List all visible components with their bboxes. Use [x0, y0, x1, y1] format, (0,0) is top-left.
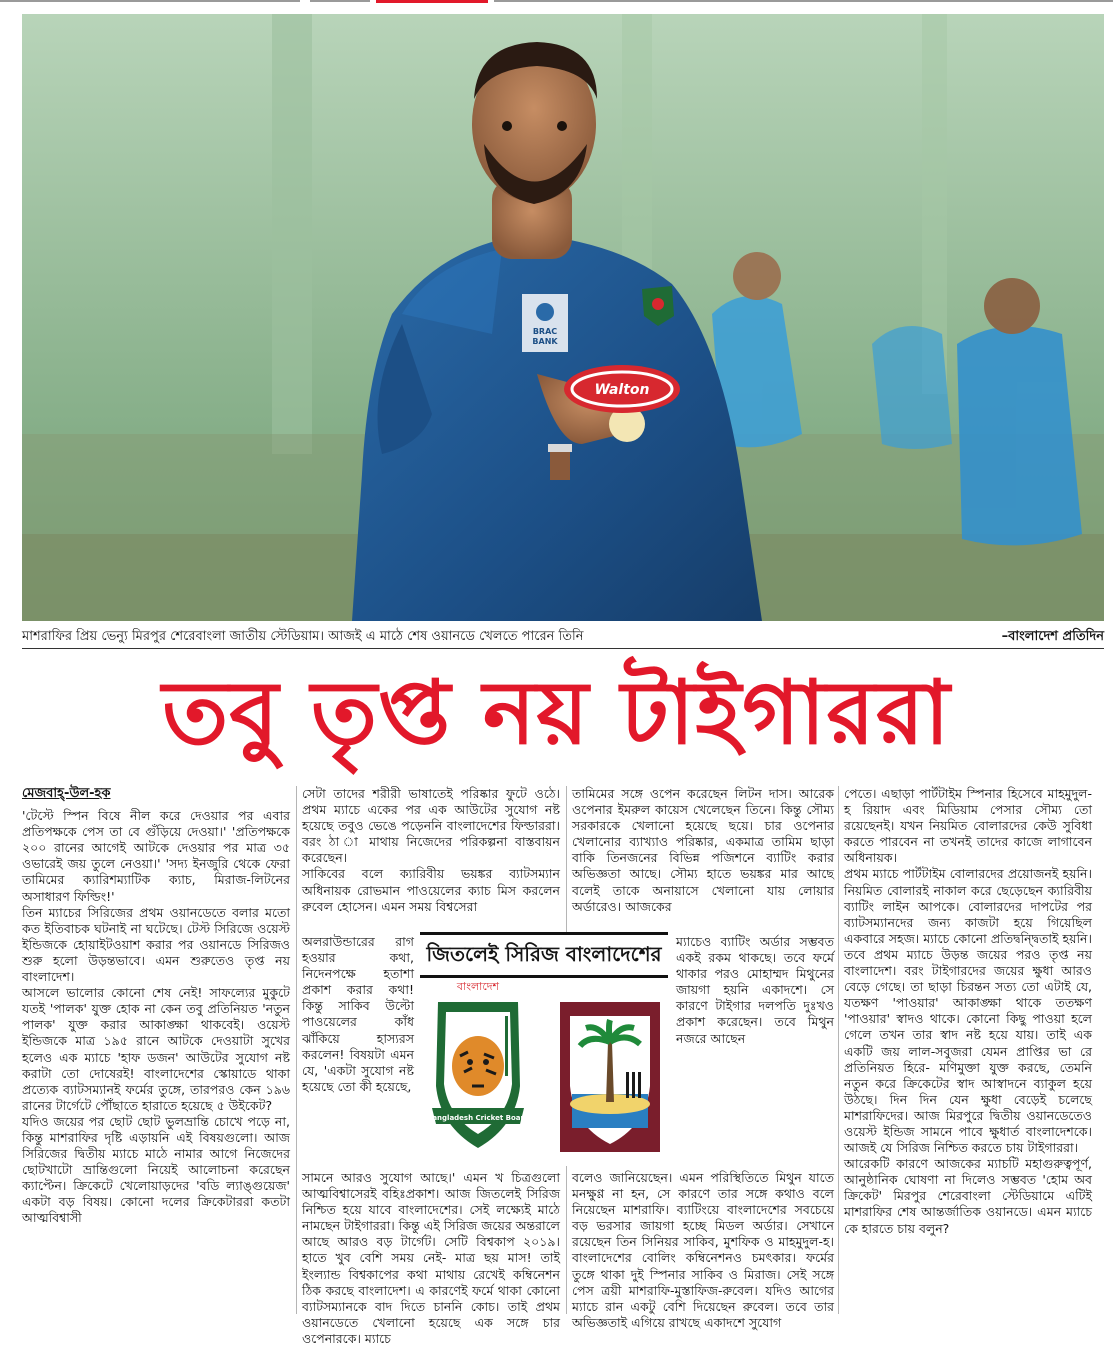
article-column-2-wrap: [302, 934, 414, 1156]
paragraph: তামিমের সঙ্গে ওপেন করেছেন লিটন দাস। আরেক ওপেনার ইমরুল কায়েস খেলেছেন তিনে। কিন্তু সৌম্য সরকারকে খেলানো হয়েছে ছয়ে। চার ওপেনার খেলানোর ব্যাখ্যাও পরিষ্কার, একমাত্র তামিম ছাড়া বাকি তিনজনের বিভিন্ন পজিশনে ব্যাটিং করার অভিজ্ঞতা আছে। সৌম্য হাতে ভয়ঙ্কর মার আছে বলেই তাকে অনায়াসে খেলানো যায় লোয়ার অর্ডারেও। আজকের: [572, 786, 834, 914]
walton-logo: [564, 365, 680, 413]
paragraph: পেতে। এছাড়া পার্টটাইম স্পিনার হিসেবে মাহমুদুল-হ রিয়াদ এবং মিডিয়াম পেসার সৌম্য তো রয়েছেনই। যখন নিয়মিত বোলারদের কেউ সুবিধা করতে পারবেন না তখনই তাদের কাজে লাগাবেন অধিনায়ক।: [844, 786, 1092, 866]
bcb-top-text: বাংলাদেশ: [456, 980, 500, 993]
paragraph: বলেও জানিয়েছেন। এমন পরিস্থিতিতে মিথুন যাতে মনক্ষুণ্ণ না হন, সে কারণে তার সঙ্গে কথাও বলে নিয়েছেন মাশরাফি। ব্যাটিংয়ে বাংলাদেশের সবচেয়ে বড় ভরসার জায়গা হচ্ছে মিডল অর্ডার। সেখানে রয়েছেন তিন সিনিয়র সাকিব, মুশফিক ও মাহমুদুল-হ। বাংলাদেশের বোলিং কম্বিনেশনও চমৎকার। ফর্মের তুঙ্গে থাকা দুই স্পিনার সাকিব ও মিরাজ। সেই সঙ্গে পেস ত্রয়ী মাশরাফি-মুস্তাফিজ-রুবেল। যদিও আগের ম্যাচে রান একটু বেশি দিয়েছেন রুবেল। তবে তার অভিজ্ঞতাই এগিয়ে রাখছে একাদশে সুযোগ: [572, 1170, 834, 1330]
paragraph: যদিও জয়ের পর ছোট ছোট ভুলভ্রান্তি চোখে পড়ে না, কিন্তু মাশরাফির দৃষ্টি এড়ায়নি এই বিষয়গুলো। আজ সিরিজের দ্বিতীয় ম্যাচে মাঠে নামার আগে নিজেদের ছোটখাটো ভ্রান্তিগুলো নিয়েই আলোচনা করেছেন ক্যাপ্টেন। ক্রিকেটে খেলোয়াড়দের 'বডি ল্যাঙ্গুয়েজ' একটা বড় বিষয়। কোনো দলের ক্রিকেটাররা কতটা আত্মবিশ্বাসী: [22, 1113, 290, 1226]
paragraph: সাকিবের বলে ক্যারিবীয় ভয়ঙ্কর ব্যাটসম্যান অধিনায়ক রোভমান পাওয়েলের ক্যাচ মিস করলেন রুবেল হোসেন। এমন সময় বিশ্বসেরা: [302, 866, 560, 914]
photo-credit: –বাংলাদেশ প্রতিদিন: [1001, 629, 1104, 644]
news-photo: [22, 14, 1104, 621]
caption-text: মাশরাফির প্রিয় ভেন্যু মিরপুর শেরেবাংলা জাতীয় স্টেডিয়াম। আজই এ মাঠে শেষ ওয়ানডে খেলতে পারেন তিনি: [22, 629, 584, 644]
photo-caption: [22, 626, 1104, 649]
svg-text:Walton: Walton: [594, 382, 650, 398]
article-column-4: [844, 786, 1092, 1314]
article-column-1: [22, 786, 290, 1314]
article-column-2-top: [302, 786, 560, 934]
inset-title: জিতলেই সিরিজ বাংলাদেশের: [420, 932, 668, 978]
bcb-logo-icon: [427, 980, 529, 1148]
article-column-3-top: [572, 786, 834, 934]
paragraph: সেটা তাদের শরীরী ভাষাতেই পরিষ্কার ফুটে ওঠে। প্রথম ম্যাচে একের পর এক আউটের সুযোগ নষ্ট হয়েছে তবুও ভেঙে পড়েননি বাংলাদেশের ফিল্ডাররা। বরং ঠা া মাথায় নিজেদের পরিকল্পনা বাস্তবায়ন করেছেন।: [302, 786, 560, 866]
paragraph: 'টেস্টে স্পিন বিষে নীল করে দেওয়ার পর এবার প্রতিপক্ষকে পেস তা বে গুঁড়িয়ে দেওয়া।' 'প্রতিপক্ষকে ২০০ রানের আগেই আটকে দেওয়ার পর মাত্র ৩৫ ওভারেই জয় তুলে নেওয়া।' 'সদ্য ইনজুরি থেকে ফেরা তামিমের ক্যারিশম্যাটিক ক্যাচ, মিরাজ-লিটনের অসাধারণ ফিল্ডিং!': [22, 808, 290, 904]
byline: মেজবাহ্-উল-হক: [22, 786, 111, 801]
paragraph: তিন ম্যাচের সিরিজের প্রথম ওয়ানডেতে বলার মতো কত ইতিবাচক ঘটনাই না ঘটেছে। টেস্ট সিরিজে ওয়েস্ট ইন্ডিজকে হোয়াইটওয়াশ করার পর ওয়ানডে সিরিজও শুরু হলো উড়ন্তভাবে। এমন শুরুতেও তৃপ্ত নয় বাংলাদেশ।: [22, 904, 290, 985]
article-column-3-wrap: [676, 934, 834, 1156]
column-rule: [296, 786, 297, 1314]
headline: তবু তৃপ্ত নয় টাইগাররা: [162, 661, 951, 764]
paragraph: প্রথম ম্যাচে পার্টটাইম বোলারদের প্রয়োজনই হয়নি। নিয়মিত বোলারই নাকাল করে ছেড়েছেন ক্যারিবীয় ব্যাটিং লাইন আপকে। বোলারদের দাপটের পর ব্যাটসম্যানদের জন্য কাজটা হয়ে গিয়েছিল একবারে সহজ। ম্যাচে কোনো প্রতিদ্বন্দ্বিতাই হয়নি। তবে প্রথম ম্যাচে উড়ন্ত জয়ের পরও তৃপ্ত নয় বাংলাদেশ। বরং টাইগারদের জয়ের ক্ষুধা আরও বেড়ে গেছে। তা ছাড়া চিরন্তন সত্য তো এটাই যে, যতক্ষণ 'পাওয়ার' আকাঙ্ক্ষা থাকে ততক্ষণ 'পাওয়ার' স্বাদও থাকে। কোনো কিছু পাওয়া হলে গেলে তখন তার স্বাদ নষ্ট হয়ে যায়। তাই এক একটি জয় লাল-সবুজরা যেমন প্রাপ্তির ভা রে প্রতিনিয়ত হিরে- মণিমুক্তা যুক্ত করছে, তেমনি নতুন করে ক্রিকেটের স্বাদ আস্বাদনে ব্যাকুল হয়ে উঠছে। দিন দিন যেন ক্ষুধা বেড়েই চলেছে মাশরাফিদের। আজ মিরপুরে দ্বিতীয় ওয়ানডেতেও ওয়েস্ট ইন্ডিজ সামনে পাবে ক্ষুধার্ত বাংলাদেশকে। আজই যে সিরিজ নিশ্চিত করতে চায় টাইগাররা।: [844, 866, 1092, 1156]
page-top-rule: [0, 0, 1113, 4]
brac-bank-logo: [522, 294, 568, 352]
paragraph: আরেকটি কারণে আজকের ম্যাচটি মহাগুরুত্বপূর্ণ, আনুষ্ঠানিক ঘোষণা না দিলেও সম্ভবত 'হোম অব ক্রিকেট' মিরপুর শেরেবাংলা স্টেডিয়ামে এটিই মাশরাফির শেষ আন্তর্জাতিক ওয়ানডে। এমন ম্যাচে কে হারতে চায় বলুন?: [844, 1156, 1092, 1236]
paragraph: ম্যাচেও ব্যাটিং অর্ডার সম্ভবত একই রকম থাকছে। তবে ফর্মে থাকার পরও মোহাম্মদ মিথুনের জায়গা হয়নি একাদশে। সে কারণে টাইগার দলপতি দুঃখও প্রকাশ করেছেন। তবে মিথুন নজরে আছেন: [676, 934, 834, 1046]
paragraph: সামনে আরও সুযোগ আছে।' এমন খ চিত্রগুলো আত্মবিশ্বাসেরই বহিঃপ্রকাশ। আজ জিতলেই সিরিজ নিশ্চিত হয়ে যাবে বাংলাদেশের। সেই লক্ষ্যেই মাঠে নামছেন টাইগাররা। কিন্তু এই সিরিজ জয়ের অন্তরালে আছে আরও বড় টার্গেট। সেটি বিশ্বকাপ ২০১৯। হাতে খুব বেশি সময় নেই- মাত্র ছয় মাস! তাই ইংল্যান্ড বিশ্বকাপের কথা মাথায় রেখেই কম্বিনেশন ঠিক করছে বাংলাদেশ। এ কারণেই ফর্মে থাকা কোনো ব্যাটসম্যানকে বাদ দিতে চাননি কোচ। তাই প্রথম ওয়ানডেতে খেলানো হয়েছে এক সঙ্গে চার ওপেনারকে। ম্যাচে: [302, 1170, 560, 1346]
wi-logo-icon: [560, 1002, 660, 1152]
paragraph: আসলে ভালোর কোনো শেষ নেই! সাফল্যের মুকুটে যতই 'পালক' যুক্ত হোক না কেন তবু প্রতিনিয়ত 'নতুন পালক' যুক্ত করার আকাঙ্ক্ষা থাকবেই। ওয়েস্ট ইন্ডিজকে মাত্র ১৯৫ রানে আটকে দেওয়াটা সুখের হলেও এক ম্যাচে 'হাফ ডজন' আউটের সুযোগ নষ্ট করাটা তো দোষেরই! বাংলাদেশের স্কোয়াডে থাকা প্রত্যেক ব্যাটসম্যানই ফর্মের তুঙ্গে, তারপরও কেন ১৯৬ রানের টার্গেটে পৌঁছাতে হারাতে হয়েছে ৫ উইকেট?: [22, 985, 290, 1113]
photo-illustration: [22, 14, 1104, 621]
svg-text:BRAC: BRAC: [532, 327, 558, 336]
svg-text:BANK: BANK: [532, 337, 558, 346]
team-logos: [420, 976, 668, 1166]
column-rule: [838, 786, 839, 1314]
article-column-3-bottom: [572, 1170, 834, 1330]
paragraph: অলরাউন্ডারের রাগ হওয়ার কথা, নিদেনপক্ষে হতাশা প্রকাশ করার কথা! কিন্তু সাকিব উল্টো পাওয়েলের কাঁধ ঝাঁকিয়ে হাস্যরস করলেন! বিষয়টা এমন যে, 'একটা সুযোগ নষ্ট হয়েছে তো কী হয়েছে,: [302, 934, 414, 1094]
series-inset: [420, 932, 668, 1166]
bcb-ribbon-text: Bangladesh Cricket Board: [427, 1114, 529, 1122]
article-column-2-bottom: [302, 1170, 560, 1346]
